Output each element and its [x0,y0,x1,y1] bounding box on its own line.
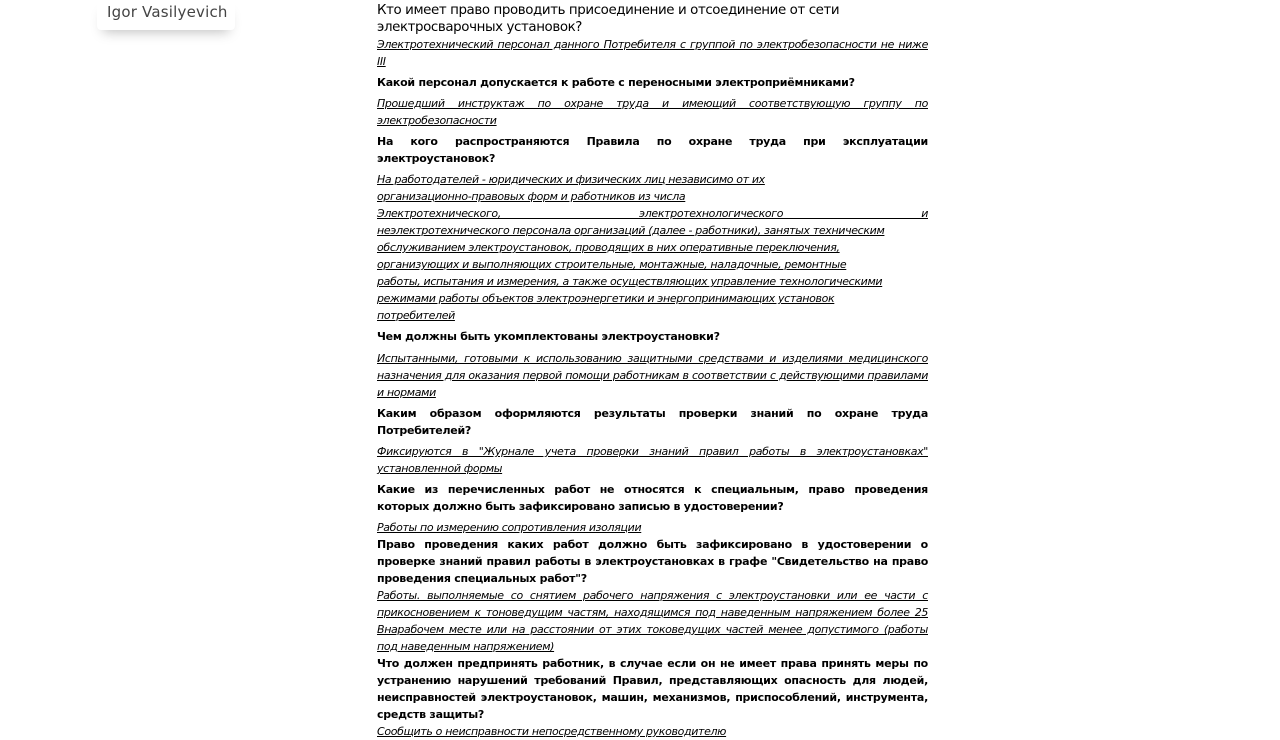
document-page [377,2,928,740]
question-1: Кто имеет право проводить присоединение и отсоединение от сети электросварочных установок? [377,3,840,35]
answer-6: Работы по измерению сопротивления изоляции [377,521,642,534]
answer-3-line: организационно-правовых форм и работников из числа [377,190,686,203]
answer-8: Сообщить о неисправности непосредственному руководителю [377,725,727,738]
answer-3-line: На работодателей - юридических и физических лиц независимо от их [377,173,765,186]
answer-2: Прошедший инструктаж по охране труда и имеющий соответствующую группу по электробезопасности [377,97,928,127]
answer-3 [377,171,928,324]
answer-5: Фиксируются в "Журнале учета проверки знаний правил работы в электроустановках" установленной формы [377,445,928,475]
answer-3-line: потребителей [377,309,455,322]
question-8: Что должен предпринять работник, в случае если он не имеет права принять меры по устранению нарушений требований Правил, представляющих опасность для людей, неисправностей электроустановок, машин, механизмов, приспособлений, инструмента, средств защиты? [377,657,928,721]
answer-1: Электротехнический персонал данного Потребителя с группой по электробезопасности не ниже III [377,38,928,68]
answer-3-line: неэлектротехнического персонала организаций (далее - работники), занятых техническим [377,224,885,237]
question-4: Чем должны быть укомплектованы электроустановки? [377,330,720,343]
question-3: На кого распространяются Правила по охране труда при эксплуатации электроустановок? [377,135,928,165]
answer-4: Испытанными, готовыми к использованию защитными средствами и изделиями медицинского назначения для оказания первой помощи работникам в соответствии с действующими правилами и нормами [377,352,928,399]
answer-3-line: режимами работы объектов электроэнергетики и энергопринимающих установок [377,292,835,305]
question-5: Каким образом оформляются результаты проверки знаний по охране труда Потребителей? [377,407,928,437]
user-name: Igor Vasilyevich [107,3,228,21]
answer-3-line: Электротехнического, электротехнологического и [377,207,928,220]
user-name-label [97,0,235,30]
answer-3-line: организующих и выполняющих строительные, монтажные, наладочные, ремонтные [377,258,847,271]
question-7: Право проведения каких работ должно быть зафиксировано в удостоверении о проверке знаний правил работы в электроустановках в графе "Свидетельство на право проведения специальных работ"? [377,538,928,585]
question-6: Какие из перечисленных работ не относятся к специальным, право проведения которых должно быть зафиксировано записью в удостоверении? [377,483,928,513]
answer-7: Работы. выполняемые со снятием рабочего напряжения с электроустановки или ее части с прикосновением к тоноведущим частям, находящимся под наведенным напряжением более 25 Внарабочем месте или на расстоянии от этих токоведущих частей менее допустимого (работы под наведенным напряжением) [377,589,928,653]
answer-3-line: обслуживанием электроустановок, проводящих в них оперативные переключения, [377,241,840,254]
question-2: Какой персонал допускается к работе с переносными электроприёмниками? [377,76,855,89]
answer-3-line: работы, испытания и измерения, а также осуществляющих управление технологическими [377,275,883,288]
